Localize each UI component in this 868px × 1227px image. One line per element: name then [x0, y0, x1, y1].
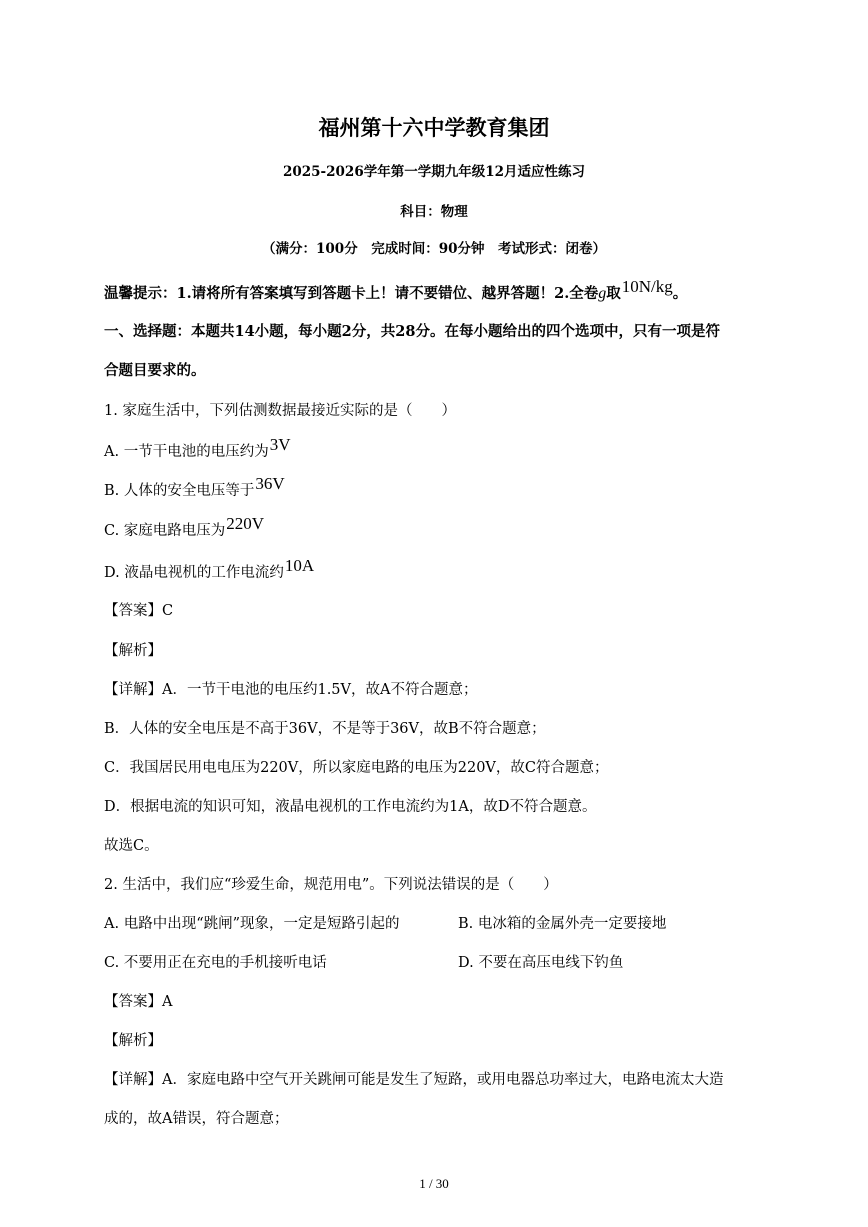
- q1-option-c-text: C. 家庭电路电压为: [104, 523, 226, 539]
- q2-analysis: 【解析】: [104, 1033, 162, 1049]
- q1-option-c-value: 220V: [226, 514, 265, 533]
- exam-title: 2025-2026学年第一学期九年级12月适应性练习: [282, 164, 586, 180]
- notice-g-value: 10N/kg: [621, 277, 673, 296]
- q2-option-b: B. 电冰箱的金属外壳一定要接地: [458, 916, 667, 932]
- q1-option-a-value: 3V: [269, 435, 291, 454]
- notice-text: 温馨提示：1.请将所有答案填写到答题卡上！请不要错位、越界答题！2.全卷: [104, 285, 599, 302]
- q1-answer: 【答案】C: [104, 603, 174, 619]
- q1-option-a-text: A. 一节干电池的电压约为: [104, 444, 269, 460]
- q1-option-b-text: B. 人体的安全电压等于: [104, 483, 255, 499]
- q1-option-a: [104, 435, 291, 461]
- notice-end: 。: [672, 285, 688, 302]
- school-title: 福州第十六中学教育集团: [318, 115, 550, 140]
- q1-detail-2: B．人体的安全电压是不高于36V，不是等于36V，故B不符合题意；: [104, 721, 546, 737]
- exam-info: （满分：100分 完成时间：90分钟 考试形式：闭卷）: [262, 241, 606, 257]
- q1-detail-4: D．根据电流的知识可知，液晶电视机的工作电流约为1A，故D不符合题意。: [104, 799, 597, 815]
- section-heading-line2: 合题目要求的。: [104, 362, 206, 379]
- notice-g-symbol: g: [598, 285, 607, 302]
- q2-detail-2: 成的，故A错误，符合题意；: [104, 1111, 289, 1127]
- q2-option-c: C. 不要用正在充电的手机接听电话: [104, 955, 327, 971]
- q1-option-d: [104, 556, 315, 582]
- q2-detail-1: 【详解】A．家庭电路中空气开关跳闸可能是发生了短路，或用电器总功率过大，电路电流太大造: [104, 1072, 724, 1088]
- q1-analysis: 【解析】: [104, 643, 162, 659]
- q1-stem: 1. 家庭生活中，下列估测数据最接近实际的是（ ）: [104, 403, 456, 419]
- q1-option-b: [104, 474, 285, 500]
- q1-option-d-text: D. 液晶电视机的工作电流约: [104, 565, 284, 581]
- q2-option-a: A. 电路中出现“跳闸”现象，一定是短路引起的: [104, 916, 400, 932]
- q1-detail-1: 【详解】A．一节干电池的电压约1.5V，故A不符合题意；: [104, 682, 478, 698]
- q2-answer: 【答案】A: [104, 994, 173, 1010]
- q1-detail-3: C．我国居民用电电压为220V，所以家庭电路的电压为220V，故C符合题意；: [104, 760, 609, 776]
- page-number: 1 / 30: [419, 1176, 449, 1191]
- section-heading-line1: 一、选择题：本题共14小题，每小题2分，共28分。在每小题给出的四个选项中，只有一项是符: [104, 323, 720, 340]
- q1-option-b-value: 36V: [255, 474, 285, 493]
- notice-line: [104, 277, 688, 303]
- notice-take: 取: [606, 285, 621, 302]
- q1-option-c: [104, 514, 265, 540]
- q2-stem: 2. 生活中，我们应“珍爱生命，规范用电”。下列说法错误的是（ ）: [104, 877, 558, 893]
- q1-detail-5: 故选C。: [104, 838, 159, 854]
- q2-option-d: D. 不要在高压电线下钓鱼: [458, 955, 624, 971]
- subject-line: 科目：物理: [400, 204, 468, 220]
- q1-option-d-value: 10A: [284, 556, 315, 575]
